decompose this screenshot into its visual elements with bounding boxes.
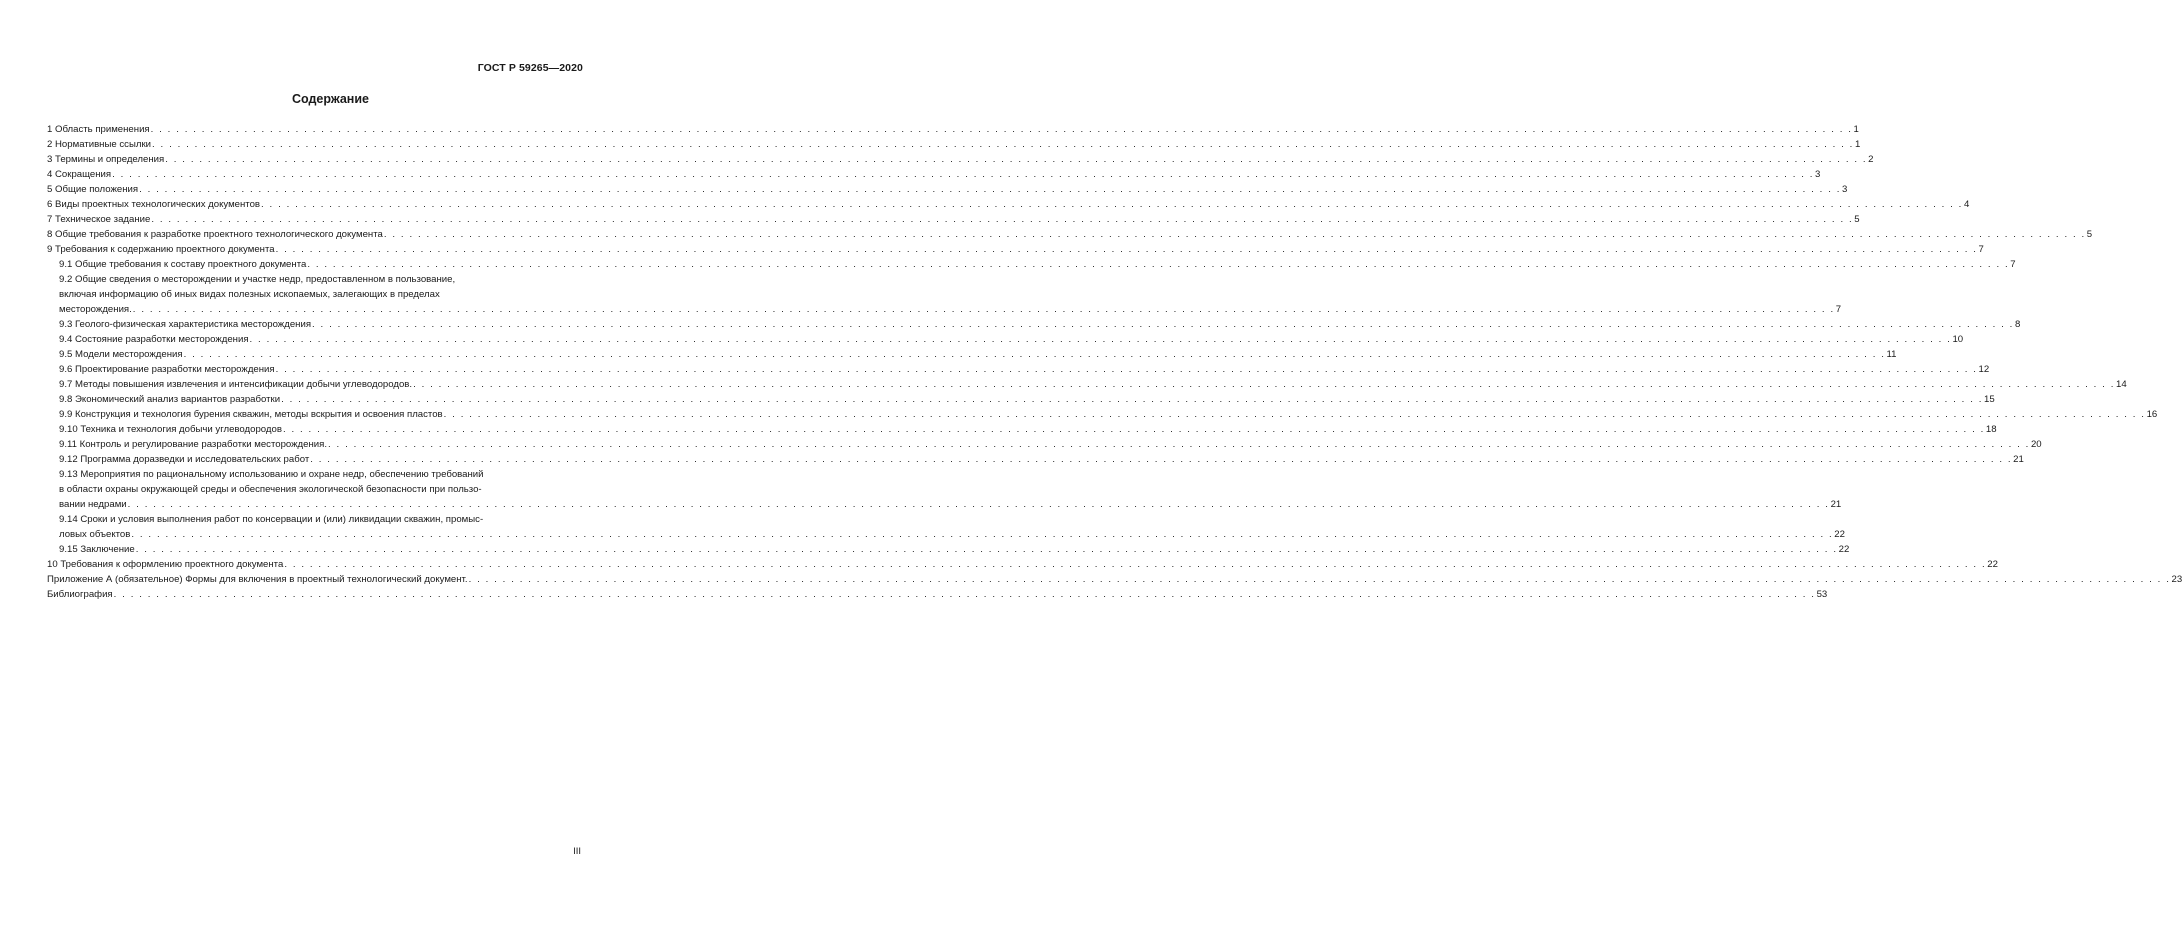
toc-page-number: 7 [1835,304,1842,315]
toc-page-number: 23 [2171,574,2182,585]
toc-entry-text: 9.4 Состояние разработки месторождения [59,334,249,345]
toc-entry[interactable] [47,167,1821,182]
toc-entry[interactable] [47,242,1984,257]
toc-title: Содержание [291,92,369,106]
dot-leader: . . . . . . . . . . . . . . . . . . . . . . . . . . . . . . . . . . . . . . . . . . . . . . . . . . . . . . . . . . . . . . . . . . . . . . . . . . . . . . . . . . . . . . . . . . . . . . . . . . . . . . . . . . . . . . . . . . . . . . . . . . . . . . . . . . . . . . . . . . . . . . . . . . . . . . . . . . . . . . . . . . . . . . . . . . . . . . . . . . . . . . . . . . . . . . . . . . . . . . . . [131,529,1834,540]
toc-entry-text: 9.15 Заключение [59,544,135,555]
toc-entry-text: ловых объектов [59,529,131,540]
toc-entry[interactable] [47,407,2158,422]
toc-entry[interactable] [47,557,1998,572]
toc-entry[interactable] [47,272,1842,317]
dot-leader: . . . . . . . . . . . . . . . . . . . . . . . . . . . . . . . . . . . . . . . . . . . . . . . . . . . . . . . . . . . . . . . . . . . . . . . . . . . . . . . . . . . . . . . . . . . . . . . . . . . . . . . . . . . . . . . . . . . . . . . . . . . . . . . . . . . . . . . . . . . . . . . . . . . . . . . . . . . . . . . . . . . . . . . . . . . . . . . . . . . . . . . . . . . . . . . . . . . . . . . . [281,394,1983,405]
toc-page-number: 20 [2030,439,2042,450]
toc-entry-text: 9.1 Общие требования к составу проектного документа [59,259,307,270]
toc-page-number: 7 [2010,259,2016,270]
toc-entry-text: 9.14 Сроки и условия выполнения работ по консервации и (или) ликвидации скважин, промыс- [59,514,484,525]
dot-leader: . . . . . . . . . . . . . . . . . . . . . . . . . . . . . . . . . . . . . . . . . . . . . . . . . . . . . . . . . . . . . . . . . . . . . . . . . . . . . . . . . . . . . . . . . . . . . . . . . . . . . . . . . . . . . . . . . . . . . . . . . . . . . . . . . . . . . . . . . . . . . . . . . . . . . . . . . . . . . . . . . . . . . . . . . . . . . . . . . . . . . . . . . . . . . . . . . . . . . . . . [183,349,1886,360]
dot-leader: . . . . . . . . . . . . . . . . . . . . . . . . . . . . . . . . . . . . . . . . . . . . . . . . . . . . . . . . . . . . . . . . . . . . . . . . . . . . . . . . . . . . . . . . . . . . . . . . . . . . . . . . . . . . . . . . . . . . . . . . . . . . . . . . . . . . . . . . . . . . . . . . . . . . . . . . . . . . . . . . . . . . . . . . . . . . . . . . . . . . . . . . . . . . . . . . . . . . . . . . [310,454,2013,465]
dot-leader: . . . . . . . . . . . . . . . . . . . . . . . . . . . . . . . . . . . . . . . . . . . . . . . . . . . . . . . . . . . . . . . . . . . . . . . . . . . . . . . . . . . . . . . . . . . . . . . . . . . . . . . . . . . . . . . . . . . . . . . . . . . . . . . . . . . . . . . . . . . . . . . . . . . . . . . . . . . . . . . . . . . . . . . . . . . . . . . . . . . . . . . . . . . . . . . . . . . . . . . . [284,559,1987,570]
toc-entry[interactable] [47,467,1842,512]
toc-entry-text: 5 Общие положения [47,184,139,195]
toc-page-number: 18 [1985,424,1997,435]
toc-entry-text: 9.2 Общие сведения о месторождении и участке недр, предоставленном в пользование, [59,274,456,285]
toc-entry[interactable] [47,572,2182,587]
toc-page-number: 3 [1815,169,1821,180]
dot-leader: . . . . . . . . . . . . . . . . . . . . . . . . . . . . . . . . . . . . . . . . . . . . . . . . . . . . . . . . . . . . . . . . . . . . . . . . . . . . . . . . . . . . . . . . . . . . . . . . . . . . . . . . . . . . . . . . . . . . . . . . . . . . . . . . . . . . . . . . . . . . . . . . . . . . . . . . . . . . . . . . . . . . . . . . . . . . . . . . . . . . . . . . . . . . . . . . . . . . . . . . [112,169,1815,180]
toc-entry[interactable] [47,122,1859,137]
dot-leader: . . . . . . . . . . . . . . . . . . . . . . . . . . . . . . . . . . . . . . . . . . . . . . . . . . . . . . . . . . . . . . . . . . . . . . . . . . . . . . . . . . . . . . . . . . . . . . . . . . . . . . . . . . . . . . . . . . . . . . . . . . . . . . . . . . . . . . . . . . . . . . . . . . . . . . . . . . . . . . . . . . . . . . . . . . . . . . . . . . . . . . . . . . . . . . . . . . . . . . . . [282,424,1985,435]
toc-entry-text: 9.13 Мероприятия по рациональному использованию и охране недр, обеспечению требований [59,469,484,480]
toc-entry[interactable] [47,452,2024,467]
toc-page-number: 22 [1838,544,1850,555]
toc-entry-text: 2 Нормативные ссылки [47,139,152,150]
dot-leader: . . . . . . . . . . . . . . . . . . . . . . . . . . . . . . . . . . . . . . . . . . . . . . . . . . . . . . . . . . . . . . . . . . . . . . . . . . . . . . . . . . . . . . . . . . . . . . . . . . . . . . . . . . . . . . . . . . . . . . . . . . . . . . . . . . . . . . . . . . . . . . . . . . . . . . . . . . . . . . . . . . . . . . . . . . . . . . . . . . . . . . . . . . . . . . . . . . . . . . . . [249,334,1952,345]
dot-leader: . . . . . . . . . . . . . . . . . . . . . . . . . . . . . . . . . . . . . . . . . . . . . . . . . . . . . . . . . . . . . . . . . . . . . . . . . . . . . . . . . . . . . . . . . . . . . . . . . . . . . . . . . . . . . . . . . . . . . . . . . . . . . . . . . . . . . . . . . . . . . . . . . . . . . . . . . . . . . . . . . . . . . . . . . . . . . . . . . . . . . . . . . . . . . . . . . . . . . . . . [413,379,2115,390]
toc-page-number: 12 [1978,364,1990,375]
document-code: ГОСТ Р 59265—2020 [477,62,583,74]
toc-entry-text: 9.7 Методы повышения извлечения и интенсификации добычи углеводородов. [59,379,413,390]
toc-entry-text: 9.9 Конструкция и технология бурения скважин, методы вскрытия и освоения пластов [59,409,443,420]
toc-entry[interactable] [47,347,1897,362]
toc-entry[interactable] [47,227,2093,242]
dot-leader: . . . . . . . . . . . . . . . . . . . . . . . . . . . . . . . . . . . . . . . . . . . . . . . . . . . . . . . . . . . . . . . . . . . . . . . . . . . . . . . . . . . . . . . . . . . . . . . . . . . . . . . . . . . . . . . . . . . . . . . . . . . . . . . . . . . . . . . . . . . . . . . . . . . . . . . . . . . . . . . . . . . . . . . . . . . . . . . . . . . . . . . . . . . . . . . . . . . . . . . . [275,244,1978,255]
toc-entry-text: 7 Техническое задание [47,214,151,225]
toc-entry-text: 9 Требования к содержанию проектного документа [47,244,275,255]
table-of-contents [47,122,2182,602]
toc-page-number: 21 [1830,499,1842,510]
toc-page-number: 21 [2013,454,2024,465]
toc-page-number: 1 [1854,139,1861,150]
toc-entry-text: 9.6 Проектирование разработки месторождения [59,364,275,375]
dot-leader: . . . . . . . . . . . . . . . . . . . . . . . . . . . . . . . . . . . . . . . . . . . . . . . . . . . . . . . . . . . . . . . . . . . . . . . . . . . . . . . . . . . . . . . . . . . . . . . . . . . . . . . . . . . . . . . . . . . . . . . . . . . . . . . . . . . . . . . . . . . . . . . . . . . . . . . . . . . . . . . . . . . . . . . . . . . . . . . . . . . . . . . . . . . . . . . . . . . . . . . . [113,589,1816,600]
dot-leader: . . . . . . . . . . . . . . . . . . . . . . . . . . . . . . . . . . . . . . . . . . . . . . . . . . . . . . . . . . . . . . . . . . . . . . . . . . . . . . . . . . . . . . . . . . . . . . . . . . . . . . . . . . . . . . . . . . . . . . . . . . . . . . . . . . . . . . . . . . . . . . . . . . . . . . . . . . . . . . . . . . . . . . . . . . . . . . . . . . . . . . . . . . . . . . . . . . . . . . . . [307,259,2010,270]
toc-entry[interactable] [47,137,1861,152]
toc-page-number: 8 [2014,319,2021,330]
toc-entry[interactable] [47,212,1860,227]
toc-entry-text: вании недрами [59,499,127,510]
toc-entry[interactable] [47,332,1964,347]
toc-entry-text: Приложение А (обязательное) Формы для включения в проектный технологический документ. [47,574,468,585]
toc-entry[interactable] [47,377,2127,392]
toc-entry[interactable] [47,437,2042,452]
dot-leader: . . . . . . . . . . . . . . . . . . . . . . . . . . . . . . . . . . . . . . . . . . . . . . . . . . . . . . . . . . . . . . . . . . . . . . . . . . . . . . . . . . . . . . . . . . . . . . . . . . . . . . . . . . . . . . . . . . . . . . . . . . . . . . . . . . . . . . . . . . . . . . . . . . . . . . . . . . . . . . . . . . . . . . . . . . . . . . . . . . . . . . . . . . . . . . . . . . . . . . . . [328,439,2030,450]
dot-leader: . . . . . . . . . . . . . . . . . . . . . . . . . . . . . . . . . . . . . . . . . . . . . . . . . . . . . . . . . . . . . . . . . . . . . . . . . . . . . . . . . . . . . . . . . . . . . . . . . . . . . . . . . . . . . . . . . . . . . . . . . . . . . . . . . . . . . . . . . . . . . . . . . . . . . . . . . . . . . . . . . . . . . . . . . . . . . . . . . . . . . . . . . . . . . . . . . . . . . . . . [127,499,1830,510]
toc-entry-text: в области охраны окружающей среды и обеспечения экологической безопасности при пользо- [59,484,482,495]
toc-page-number: 4 [1963,199,1970,210]
toc-entry-text: 4 Сокращения [47,169,112,180]
dot-leader: . . . . . . . . . . . . . . . . . . . . . . . . . . . . . . . . . . . . . . . . . . . . . . . . . . . . . . . . . . . . . . . . . . . . . . . . . . . . . . . . . . . . . . . . . . . . . . . . . . . . . . . . . . . . . . . . . . . . . . . . . . . . . . . . . . . . . . . . . . . . . . . . . . . . . . . . . . . . . . . . . . . . . . . . . . . . . . . . . . . . . . . . . . . . . . . . . . . . . . . . [468,574,2171,585]
dot-leader: . . . . . . . . . . . . . . . . . . . . . . . . . . . . . . . . . . . . . . . . . . . . . . . . . . . . . . . . . . . . . . . . . . . . . . . . . . . . . . . . . . . . . . . . . . . . . . . . . . . . . . . . . . . . . . . . . . . . . . . . . . . . . . . . . . . . . . . . . . . . . . . . . . . . . . . . . . . . . . . . . . . . . . . . . . . . . . . . . . . . . . . . . . . . . . . . . . . . . . . . [151,214,1854,225]
dot-leader: . . . . . . . . . . . . . . . . . . . . . . . . . . . . . . . . . . . . . . . . . . . . . . . . . . . . . . . . . . . . . . . . . . . . . . . . . . . . . . . . . . . . . . . . . . . . . . . . . . . . . . . . . . . . . . . . . . . . . . . . . . . . . . . . . . . . . . . . . . . . . . . . . . . . . . . . . . . . . . . . . . . . . . . . . . . . . . . . . . . . . . . . . . . . . . . . . . . . . . . . [132,304,1835,315]
dot-leader: . . . . . . . . . . . . . . . . . . . . . . . . . . . . . . . . . . . . . . . . . . . . . . . . . . . . . . . . . . . . . . . . . . . . . . . . . . . . . . . . . . . . . . . . . . . . . . . . . . . . . . . . . . . . . . . . . . . . . . . . . . . . . . . . . . . . . . . . . . . . . . . . . . . . . . . . . . . . . . . . . . . . . . . . . . . . . . . . . . . . . . . . . . . . . . . . . . . . . . . . [150,124,1853,135]
toc-entry-text: месторождения. [59,304,132,315]
toc-entry-text: 9.11 Контроль и регулирование разработки месторождения. [59,439,328,450]
toc-page-number: 15 [1984,394,1995,405]
toc-entry[interactable] [47,587,1828,602]
toc-entry-text: 1 Область применения [47,124,150,135]
toc-entry[interactable] [47,197,1970,212]
toc-entry[interactable] [47,422,1997,437]
toc-entry-text: 9.10 Техника и технология добычи углеводородов [59,424,282,435]
dot-leader: . . . . . . . . . . . . . . . . . . . . . . . . . . . . . . . . . . . . . . . . . . . . . . . . . . . . . . . . . . . . . . . . . . . . . . . . . . . . . . . . . . . . . . . . . . . . . . . . . . . . . . . . . . . . . . . . . . . . . . . . . . . . . . . . . . . . . . . . . . . . . . . . . . . . . . . . . . . . . . . . . . . . . . . . . . . . . . . . . . . . . . . . . . . . . . . . . . . . . . . . [383,229,2086,240]
toc-entry-text: 10 Требования к оформлению проектного документа [47,559,284,570]
toc-entry-text: включая информацию об иных видах полезных ископаемых, залегающих в пределах [59,289,440,300]
toc-page-number: 22 [1987,559,1998,570]
toc-entry[interactable] [47,512,1845,542]
toc-page-number: 10 [1952,334,1964,345]
toc-entry-text: 9.12 Программа доразведки и исследовательских работ [59,454,310,465]
dot-leader: . . . . . . . . . . . . . . . . . . . . . . . . . . . . . . . . . . . . . . . . . . . . . . . . . . . . . . . . . . . . . . . . . . . . . . . . . . . . . . . . . . . . . . . . . . . . . . . . . . . . . . . . . . . . . . . . . . . . . . . . . . . . . . . . . . . . . . . . . . . . . . . . . . . . . . . . . . . . . . . . . . . . . . . . . . . . . . . . . . . . . . . . . . . . . . . . . . . . . . . . [312,319,2014,330]
toc-page-number: 1 [1853,124,1859,135]
toc-entry-text: Библиография [47,589,113,600]
page-number: III [573,846,581,857]
toc-page-number: 11 [1886,349,1897,360]
toc-entry[interactable] [47,392,1995,407]
toc-entry[interactable] [47,542,1850,557]
toc-entry-text: 6 Виды проектных технологических документов [47,199,261,210]
dot-leader: . . . . . . . . . . . . . . . . . . . . . . . . . . . . . . . . . . . . . . . . . . . . . . . . . . . . . . . . . . . . . . . . . . . . . . . . . . . . . . . . . . . . . . . . . . . . . . . . . . . . . . . . . . . . . . . . . . . . . . . . . . . . . . . . . . . . . . . . . . . . . . . . . . . . . . . . . . . . . . . . . . . . . . . . . . . . . . . . . . . . . . . . . . . . . . . . . . . . . . . . [139,184,1841,195]
dot-leader: . . . . . . . . . . . . . . . . . . . . . . . . . . . . . . . . . . . . . . . . . . . . . . . . . . . . . . . . . . . . . . . . . . . . . . . . . . . . . . . . . . . . . . . . . . . . . . . . . . . . . . . . . . . . . . . . . . . . . . . . . . . . . . . . . . . . . . . . . . . . . . . . . . . . . . . . . . . . . . . . . . . . . . . . . . . . . . . . . . . . . . . . . . . . . . . . . . . . . . . . [275,364,1978,375]
toc-page-number: 14 [2115,379,2127,390]
dot-leader: . . . . . . . . . . . . . . . . . . . . . . . . . . . . . . . . . . . . . . . . . . . . . . . . . . . . . . . . . . . . . . . . . . . . . . . . . . . . . . . . . . . . . . . . . . . . . . . . . . . . . . . . . . . . . . . . . . . . . . . . . . . . . . . . . . . . . . . . . . . . . . . . . . . . . . . . . . . . . . . . . . . . . . . . . . . . . . . . . . . . . . . . . . . . . . . . . . . . . . . . [443,409,2146,420]
toc-page-number: 7 [1978,244,1984,255]
toc-page-number: 3 [1842,184,1848,195]
toc-entry-text: 3 Термины и определения [47,154,165,165]
toc-page-number: 2 [1868,154,1874,165]
toc-entry[interactable] [47,317,2021,332]
toc-page-number: 22 [1834,529,1845,540]
toc-entry-text: 9.3 Геолого-физическая характеристика месторождения [59,319,312,330]
dot-leader: . . . . . . . . . . . . . . . . . . . . . . . . . . . . . . . . . . . . . . . . . . . . . . . . . . . . . . . . . . . . . . . . . . . . . . . . . . . . . . . . . . . . . . . . . . . . . . . . . . . . . . . . . . . . . . . . . . . . . . . . . . . . . . . . . . . . . . . . . . . . . . . . . . . . . . . . . . . . . . . . . . . . . . . . . . . . . . . . . . . . . . . . . . . . . . . . . . . . . . . . [261,199,1963,210]
dot-leader: . . . . . . . . . . . . . . . . . . . . . . . . . . . . . . . . . . . . . . . . . . . . . . . . . . . . . . . . . . . . . . . . . . . . . . . . . . . . . . . . . . . . . . . . . . . . . . . . . . . . . . . . . . . . . . . . . . . . . . . . . . . . . . . . . . . . . . . . . . . . . . . . . . . . . . . . . . . . . . . . . . . . . . . . . . . . . . . . . . . . . . . . . . . . . . . . . . . . . . . . [135,544,1838,555]
toc-page-number: 53 [1816,589,1828,600]
toc-page-number: 5 [1854,214,1860,225]
toc-entry[interactable] [47,257,2016,272]
toc-page-number: 5 [2086,229,2093,240]
toc-entry[interactable] [47,182,1848,197]
toc-entry-text: 9.8 Экономический анализ вариантов разработки [59,394,281,405]
toc-entry[interactable] [47,362,1990,377]
toc-entry-text: 9.5 Модели месторождения [59,349,183,360]
dot-leader: . . . . . . . . . . . . . . . . . . . . . . . . . . . . . . . . . . . . . . . . . . . . . . . . . . . . . . . . . . . . . . . . . . . . . . . . . . . . . . . . . . . . . . . . . . . . . . . . . . . . . . . . . . . . . . . . . . . . . . . . . . . . . . . . . . . . . . . . . . . . . . . . . . . . . . . . . . . . . . . . . . . . . . . . . . . . . . . . . . . . . . . . . . . . . . . . . . . . . . . . [165,154,1868,165]
toc-entry[interactable] [47,152,1874,167]
toc-page-number: 16 [2146,409,2158,420]
toc-entry-text: 8 Общие требования к разработке проектного технологического документа [47,229,383,240]
dot-leader: . . . . . . . . . . . . . . . . . . . . . . . . . . . . . . . . . . . . . . . . . . . . . . . . . . . . . . . . . . . . . . . . . . . . . . . . . . . . . . . . . . . . . . . . . . . . . . . . . . . . . . . . . . . . . . . . . . . . . . . . . . . . . . . . . . . . . . . . . . . . . . . . . . . . . . . . . . . . . . . . . . . . . . . . . . . . . . . . . . . . . . . . . . . . . . . . . . . . . . . . [152,139,1854,150]
